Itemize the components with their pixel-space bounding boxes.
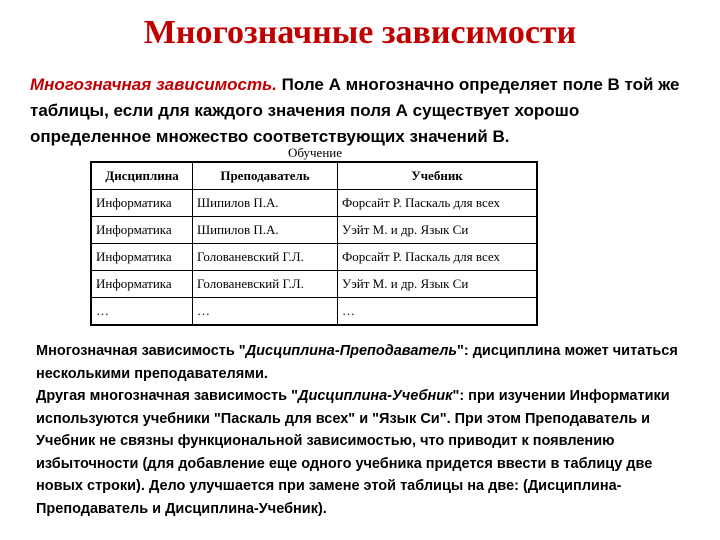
training-table xyxy=(90,161,538,326)
header-teacher: Преподаватель xyxy=(193,162,338,190)
cell-textbook: Форсайт Р. Паскаль для всех xyxy=(338,244,538,271)
explanation-paragraph xyxy=(36,340,696,520)
cell-teacher: Шипилов П.А. xyxy=(193,190,338,217)
slide-title: Многозначные зависимости xyxy=(143,14,577,51)
cell-textbook: Уэйт М. и др. Язык Си xyxy=(338,271,538,298)
cell-teacher: Голованевский Г.Л. xyxy=(193,271,338,298)
table-header-row xyxy=(91,162,537,190)
table-caption: Обучение xyxy=(288,145,342,160)
explanation-p2-term: Дисциплина-Учебник xyxy=(297,388,453,404)
explanation-p1-start: Многозначная зависимость " xyxy=(36,343,246,359)
cell-teacher: … xyxy=(193,298,338,326)
definition-text: Поле А многозначно определяет поле В той же таблицы, если для каждого значения поля А существует хорошо определенное множество соответствующих значений В. xyxy=(30,75,680,146)
cell-discipline: … xyxy=(91,298,193,326)
explanation-p2-end: ": при изучении Информатики используются учебники "Паскаль для всех" и "Язык Си". При этом Преподаватель и Учебник не связны функциональной зависимостью, что приводит к появлению избыточности (для добавление еще одного учебника придется ввести в таблицу две новых строки). Дело улучшается при замене этой таблицы на две: (Дисциплина-Преподаватель и Дисциплина-Учебник). xyxy=(36,388,670,517)
cell-discipline: Информатика xyxy=(91,244,193,271)
cell-discipline: Информатика xyxy=(91,190,193,217)
table-row xyxy=(91,244,537,271)
definition-term: Многозначная зависимость. xyxy=(30,75,277,94)
cell-textbook: … xyxy=(338,298,538,326)
cell-discipline: Информатика xyxy=(91,271,193,298)
explanation-p2-start: Другая многозначная зависимость " xyxy=(36,388,298,404)
explanation-p1-term: Дисциплина-Преподаватель xyxy=(245,343,457,359)
table-row xyxy=(91,271,537,298)
table-row xyxy=(91,190,537,217)
cell-discipline: Информатика xyxy=(91,217,193,244)
cell-textbook: Форсайт Р. Паскаль для всех xyxy=(338,190,538,217)
header-textbook: Учебник xyxy=(338,162,538,190)
table-row xyxy=(91,217,537,244)
table-row xyxy=(91,298,537,326)
explanation-p1-end: ": дисциплина может читаться несколькими преподавателями. xyxy=(36,343,678,382)
cell-teacher: Шипилов П.А. xyxy=(193,217,338,244)
definition-paragraph xyxy=(30,72,690,150)
cell-textbook: Уэйт М. и др. Язык Си xyxy=(338,217,538,244)
header-discipline: Дисциплина xyxy=(91,162,193,190)
cell-teacher: Голованевский Г.Л. xyxy=(193,244,338,271)
